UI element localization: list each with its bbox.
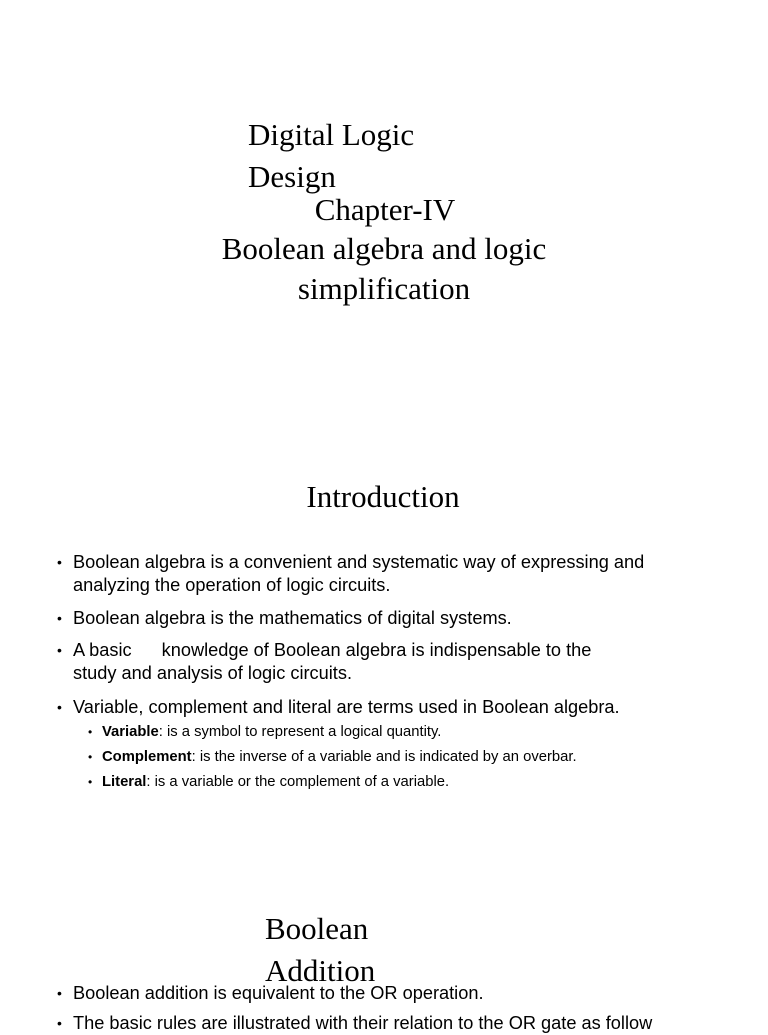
intro-bullet-4 [57,696,733,719]
intro-bullet-1 [57,551,733,597]
bullet-dot: • [88,750,93,764]
document-title-line1: Digital Logic [248,117,415,152]
sub-bullet-literal [88,773,450,792]
addition-bullet-1-text: Boolean addition is equivalent to the OR operation. [73,983,484,1003]
sub-bullet-complement [88,748,577,767]
document-title-line2: Design [248,159,336,194]
chapter-label: Chapter-IV [314,192,456,227]
sub-bullet-variable-text: : is a symbol to represent a logical quantity. [158,724,442,740]
intro-bullet-3 [57,639,733,685]
document-title [248,114,414,198]
sub-bullet-literal-text: : is a variable or the complement of a variable. [146,774,450,790]
sub-bullet-literal-term: Literal [102,774,147,790]
sub-bullet-complement-term: Complement [102,749,192,765]
intro-bullet-1-line2: analyzing the operation of logic circuits. [73,575,391,595]
intro-bullet-4-line1: Variable, complement and literal are terms used in Boolean algebra. [73,697,620,717]
sub-bullet-variable [88,723,442,742]
bullet-dot: • [57,1015,62,1031]
intro-heading: Introduction [306,479,460,514]
chapter-subtitle-line1: Boolean algebra and logic [221,231,547,266]
bullet-dot: • [57,610,62,626]
intro-bullet-2 [57,607,733,630]
intro-bullet-3-line1a: A basic [73,640,132,660]
bullet-dot: • [57,642,62,658]
bullet-dot: • [57,985,62,1001]
addition-heading-line2: Addition [265,953,376,988]
addition-bullet-1 [57,982,733,1005]
bullet-dot: • [57,699,62,715]
chapter-subtitle [0,229,768,309]
addition-bullet-2-text: The basic rules are illustrated with their relation to the OR gate as follow [73,1013,653,1033]
intro-bullet-3-line2: study and analysis of logic circuits. [73,663,353,683]
sub-bullet-variable-term: Variable [102,724,159,740]
addition-heading [265,908,375,992]
intro-bullet-3-line1b: knowledge of Boolean algebra is indispensable to the [161,640,592,660]
intro-bullet-1-line1: Boolean algebra is a convenient and systematic way of expressing and [73,552,645,572]
bullet-dot: • [57,554,62,570]
bullet-dot: • [88,775,93,789]
sub-bullet-complement-text: : is the inverse of a variable and is indicated by an overbar. [191,749,577,765]
chapter-subtitle-line2: simplification [297,271,471,306]
bullet-dot: • [88,725,93,739]
intro-bullet-2-line1: Boolean algebra is the mathematics of digital systems. [73,608,512,628]
addition-heading-line1: Boolean [265,911,369,946]
